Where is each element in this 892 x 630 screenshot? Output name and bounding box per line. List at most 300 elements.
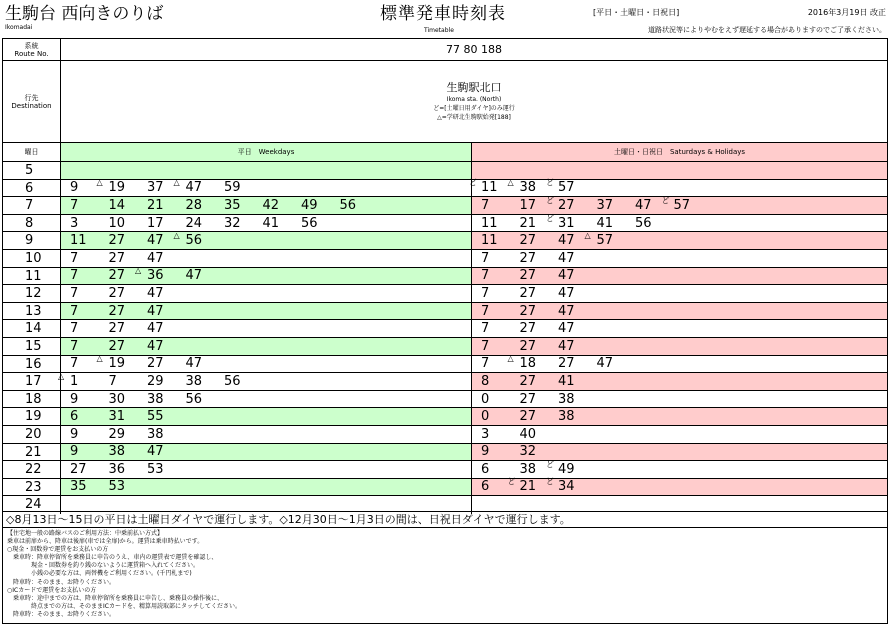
- hour-row: [3, 461, 887, 479]
- holiday-times: [469, 178, 887, 197]
- hour-column-header: 曜日: [3, 143, 61, 162]
- departure-minute: 27: [108, 338, 126, 354]
- hour-row: [3, 320, 887, 338]
- departure-time: [558, 373, 597, 390]
- route-label-ja: 系統: [24, 41, 39, 50]
- departure-minute: 19: [108, 180, 126, 196]
- departure-time: [70, 215, 109, 232]
- departure-minute: 9: [70, 180, 79, 196]
- destination-name: 生駒駅北口: [446, 81, 502, 94]
- departure-time: [520, 408, 559, 425]
- holiday-times: [472, 356, 887, 373]
- departure-time: [481, 250, 520, 267]
- departure-time: [186, 391, 225, 408]
- departure-time: [70, 303, 109, 320]
- departure-time: [520, 373, 559, 390]
- departure-minute: 35: [70, 479, 87, 495]
- departure-time: [70, 478, 109, 495]
- departure-minute: 41: [558, 373, 575, 389]
- fare-instruction-line: 終点までの方は、そのままICカードを、精算用読取部にタッチしてください。: [7, 602, 241, 610]
- holiday-times: [472, 320, 887, 337]
- hour-row: [3, 373, 887, 391]
- departure-mark: △: [584, 231, 591, 241]
- departure-time: [147, 250, 186, 267]
- holiday-times: [472, 232, 887, 249]
- fare-instruction-line: 降車時：そのまま、お降りください。: [7, 578, 116, 586]
- departure-time: [70, 232, 109, 249]
- departure-mark: ど: [546, 213, 554, 223]
- departure-minute: 27: [108, 303, 126, 319]
- departure-minute: 7: [481, 356, 490, 372]
- hour-row: [3, 180, 887, 198]
- revision-date: 2016年3月19日 改正: [807, 8, 886, 17]
- departure-time: [147, 426, 186, 443]
- departure-minute: 9: [70, 426, 79, 442]
- departure-minute: 7: [108, 373, 117, 389]
- departure-time: [263, 215, 302, 232]
- hour-cell: 22: [3, 461, 61, 478]
- departure-minute: 1: [70, 373, 79, 389]
- departure-minute: 27: [519, 285, 537, 301]
- hour-row: [3, 268, 887, 286]
- departure-minute: 21: [147, 197, 164, 213]
- departure-time: [507, 354, 559, 372]
- departure-time: [481, 426, 520, 443]
- page-title: 標準発車時刻表: [380, 4, 506, 24]
- departure-time: [520, 232, 559, 249]
- departure-time: [301, 197, 340, 214]
- departure-minute: 0: [481, 409, 490, 425]
- departure-time: [109, 426, 148, 443]
- departure-time: [147, 197, 186, 214]
- hour-cell: 9: [3, 232, 61, 249]
- hour-row: [3, 408, 887, 426]
- departure-time: [147, 338, 186, 355]
- departure-minute: 27: [108, 285, 126, 301]
- departure-minute: 47: [147, 444, 164, 460]
- departure-time: [70, 443, 109, 460]
- departure-minute: 47: [147, 285, 164, 301]
- weekday-times: [61, 461, 472, 478]
- departure-time: [481, 285, 520, 302]
- departure-time: [109, 478, 148, 495]
- departure-minute: 29: [108, 426, 126, 442]
- hour-row: [3, 250, 887, 268]
- departure-minute: 7: [481, 321, 490, 337]
- hour-row: [3, 479, 887, 497]
- departure-minute: 7: [481, 285, 490, 301]
- departure-minute: 56: [185, 391, 203, 407]
- departure-minute: 27: [519, 338, 537, 354]
- fare-instruction-line: 乗車は前扉から、降車は後扉(車では全扉)から。運賃は乗車時払いです。: [7, 538, 204, 546]
- departure-time: [481, 320, 520, 337]
- departure-minute: 31: [558, 215, 575, 231]
- departure-time: [147, 285, 186, 302]
- hour-cell: 10: [3, 250, 61, 267]
- departure-minute: 6: [481, 479, 490, 495]
- departure-time: [558, 250, 597, 267]
- departure-minute: 7: [70, 321, 79, 337]
- legend-origin-note: △=学研北生駒駅始発[188]: [437, 114, 511, 121]
- departure-time: [635, 215, 674, 232]
- departure-time: [147, 373, 186, 390]
- departure-minute: 17: [519, 197, 537, 213]
- timetable-header: [0, 0, 892, 38]
- holiday-times: [472, 268, 887, 285]
- hour-cell: 11: [3, 268, 61, 285]
- departure-minute: 11: [70, 233, 87, 249]
- departure-time: [147, 215, 186, 232]
- hour-cell: 12: [3, 285, 61, 302]
- departure-minute: 31: [108, 409, 126, 425]
- hour-row: [3, 162, 887, 180]
- departure-minute: 47: [558, 233, 575, 249]
- departure-time: [147, 391, 186, 408]
- hour-cell: 16: [3, 356, 61, 373]
- departure-minute: 29: [147, 373, 164, 389]
- hour-cell: 24: [3, 496, 61, 514]
- departure-mark: ど: [546, 459, 554, 469]
- departure-minute: 6: [481, 461, 490, 477]
- departure-mark: ど: [546, 178, 554, 188]
- holiday-times: [472, 426, 887, 443]
- departure-minute: 53: [147, 461, 164, 477]
- departure-minute: 56: [339, 197, 357, 213]
- departure-minute: 7: [70, 356, 79, 372]
- departure-minute: 56: [635, 215, 652, 231]
- hour-row: [3, 232, 887, 250]
- departure-minute: 7: [481, 338, 490, 354]
- holiday-times: [472, 408, 887, 425]
- departure-time: [224, 197, 263, 214]
- departure-minute: 27: [70, 461, 87, 477]
- holiday-schedule-notice: ◇8月13日～15日の平日は土曜日ダイヤで運行します。◇12月30日～1月3日の間は、日祝日ダイヤで運行します。: [2, 512, 888, 528]
- hour-row: [3, 338, 887, 356]
- departure-minute: 3: [70, 215, 79, 231]
- holiday-times: [472, 373, 887, 390]
- fare-instruction-line: 小銭の必要な方は、両替機をご利用ください。(千円札まで): [7, 570, 192, 578]
- hour-cell: 14: [3, 320, 61, 337]
- holiday-times: [472, 444, 887, 461]
- departure-minute: 55: [147, 409, 164, 425]
- departure-minute: 47: [558, 338, 575, 354]
- departure-time: [147, 408, 186, 425]
- departure-minute: 38: [147, 426, 164, 442]
- departure-time: [520, 267, 559, 284]
- departure-mark: △: [96, 178, 103, 188]
- departure-minute: 27: [108, 321, 126, 337]
- departure-minute: 27: [147, 356, 164, 372]
- hour-cell: 17: [3, 373, 61, 390]
- hour-row: [3, 444, 887, 462]
- departure-minute: 41: [596, 215, 614, 231]
- departure-time: [109, 197, 148, 214]
- departure-time: [481, 408, 520, 425]
- departure-minute: 53: [108, 479, 126, 495]
- departure-time: [147, 443, 186, 460]
- departure-time: [597, 215, 636, 232]
- departure-time: [481, 215, 520, 232]
- destination-content: [61, 61, 887, 142]
- departure-minute: 7: [70, 303, 79, 319]
- departure-time: [147, 461, 186, 478]
- timetable-rows: [3, 162, 887, 514]
- departure-time: [70, 338, 109, 355]
- departure-minute: 38: [519, 461, 537, 477]
- departure-minute: 57: [596, 233, 614, 249]
- departure-minute: 57: [558, 180, 575, 196]
- departure-minute: 41: [262, 215, 280, 231]
- departure-minute: 27: [558, 356, 575, 372]
- departure-minute: 47: [558, 250, 575, 266]
- hour-cell: 5: [3, 162, 61, 179]
- departure-time: [173, 231, 225, 249]
- departure-minute: 47: [635, 197, 652, 213]
- departure-time: [340, 197, 379, 214]
- departure-mark: △: [173, 178, 180, 188]
- departure-time: [520, 320, 559, 337]
- departure-minute: 28: [185, 197, 203, 213]
- fare-instructions: [2, 528, 888, 624]
- departure-time: [109, 338, 148, 355]
- weekday-times: [58, 371, 472, 390]
- fare-instruction-line: 乗車時：途中までの方は、降車停留所を乗務員に申告し、乗務員の操作後に、: [7, 594, 224, 602]
- departure-minute: 56: [301, 215, 318, 231]
- departure-time: [186, 197, 225, 214]
- departure-minute: 27: [108, 233, 126, 249]
- holiday-times: [472, 479, 887, 496]
- departure-time: [109, 443, 148, 460]
- departure-minute: 36: [108, 461, 126, 477]
- departure-minute: 47: [558, 303, 575, 319]
- holiday-column-header: 土曜日・日祝日 Saturdays & Holidays: [472, 143, 887, 162]
- delay-notice: 道路状況等によりやむをえず遅延する場合がありますのでご了承ください。: [648, 26, 886, 34]
- departure-minute: 27: [108, 250, 126, 266]
- departure-time: [481, 232, 520, 249]
- fare-instruction-line: ○現金・回数券で運賃をお支払いの方: [7, 546, 109, 554]
- hour-row: [3, 197, 887, 215]
- departure-minute: 34: [558, 479, 575, 495]
- departure-minute: 7: [70, 197, 79, 213]
- departure-minute: 27: [519, 268, 537, 284]
- departure-time: [109, 250, 148, 267]
- departure-time: [481, 373, 520, 390]
- departure-minute: 47: [558, 268, 575, 284]
- departure-minute: 47: [147, 338, 164, 354]
- hour-row: [3, 426, 887, 444]
- departure-time: [109, 215, 148, 232]
- hour-cell: 7: [3, 197, 61, 214]
- departure-time: [70, 285, 109, 302]
- weekday-times: [61, 232, 472, 249]
- departure-time: [481, 197, 520, 214]
- departure-time: [558, 355, 597, 372]
- departure-minute: 7: [481, 303, 490, 319]
- departure-time: [186, 355, 225, 372]
- route-row: [3, 39, 887, 61]
- weekday-times: [61, 391, 472, 408]
- departure-minute: 27: [519, 391, 537, 407]
- departure-mark: △: [58, 371, 65, 381]
- departure-minute: 11: [481, 180, 498, 196]
- departure-minute: 27: [519, 250, 537, 266]
- departure-time: [301, 215, 340, 232]
- departure-time: [70, 391, 109, 408]
- holiday-times: [472, 162, 887, 179]
- departure-time: [147, 320, 186, 337]
- holiday-times: [472, 197, 887, 214]
- destination-row: [3, 61, 887, 143]
- departure-time: [584, 231, 636, 249]
- weekday-times: [61, 285, 472, 302]
- departure-time: [96, 354, 148, 372]
- holiday-times: [472, 461, 887, 478]
- departure-time: [546, 459, 597, 478]
- fare-instruction-line: 降車時：そのまま、お降りください。: [7, 610, 116, 618]
- departure-minute: 59: [224, 180, 241, 196]
- holiday-times: [472, 338, 887, 355]
- departure-minute: 19: [108, 356, 126, 372]
- departure-time: [481, 303, 520, 320]
- departure-minute: 7: [70, 250, 79, 266]
- departure-time: [173, 178, 225, 196]
- hour-cell: 18: [3, 391, 61, 408]
- weekday-column-header: 平日 Weekdays: [61, 143, 472, 162]
- departure-time: [558, 338, 597, 355]
- departure-time: [546, 195, 597, 214]
- stop-name: 生駒台 西向きのりば: [5, 4, 164, 24]
- departure-minute: 27: [519, 373, 537, 389]
- departure-minute: 47: [147, 303, 164, 319]
- departure-minute: 7: [481, 197, 490, 213]
- hour-cell: 20: [3, 426, 61, 443]
- destination-name-roman: Ikoma sta. (North): [446, 96, 502, 103]
- departure-minute: 7: [481, 250, 490, 266]
- departure-minute: 37: [147, 180, 164, 196]
- departure-minute: 47: [147, 321, 164, 337]
- departure-time: [109, 391, 148, 408]
- hour-row: [3, 215, 887, 233]
- departure-time: [481, 391, 520, 408]
- departure-minute: 56: [224, 373, 241, 389]
- departure-time: [70, 250, 109, 267]
- departure-minute: 11: [481, 215, 498, 231]
- fare-instruction-line: ○ICカードで運賃をお支払いの方: [7, 586, 97, 594]
- departure-time: [109, 285, 148, 302]
- departure-time: [70, 267, 109, 284]
- fare-instruction-line: 乗車時：降車停留所を乗務員に申告のうえ、車内の運賃表で運賃を確認し、: [7, 554, 218, 562]
- weekday-times: [61, 338, 472, 355]
- departure-time: [263, 197, 302, 214]
- hour-row: [3, 303, 887, 321]
- weekday-times: [61, 444, 472, 461]
- fare-instruction-line: 現金・回数券を釣り銭のないように運賃箱へ入れてください。: [7, 562, 200, 570]
- departure-mark: ど: [661, 195, 670, 205]
- departure-minute: 36: [147, 268, 164, 284]
- departure-minute: 32: [519, 444, 537, 460]
- destination-label-en: Destination: [11, 101, 52, 110]
- destination-label: [3, 61, 61, 142]
- departure-minute: 38: [558, 391, 575, 407]
- departure-minute: 8: [481, 373, 490, 389]
- departure-minute: 27: [519, 303, 537, 319]
- weekday-times: [61, 408, 472, 425]
- departure-time: [109, 373, 148, 390]
- stop-name-roman: Ikomadai: [5, 24, 33, 31]
- departure-minute: 38: [519, 180, 537, 196]
- departure-time: [520, 443, 559, 460]
- weekday-times: [61, 303, 472, 320]
- departure-time: [481, 443, 520, 460]
- hour-row: [3, 285, 887, 303]
- departure-mark: △: [173, 231, 180, 241]
- departure-minute: 47: [147, 233, 164, 249]
- departure-minute: 27: [519, 233, 537, 249]
- departure-minute: 47: [558, 321, 575, 337]
- departure-minute: 21: [519, 215, 537, 231]
- departure-minute: 7: [70, 268, 79, 284]
- weekday-times: [61, 479, 472, 496]
- departure-minute: 49: [301, 197, 318, 213]
- hour-cell: 21: [3, 444, 61, 461]
- departure-minute: 47: [147, 250, 164, 266]
- departure-time: [186, 373, 225, 390]
- departure-minute: 21: [519, 479, 537, 495]
- weekday-times: [61, 180, 472, 197]
- departure-time: [520, 250, 559, 267]
- departure-time: [109, 232, 148, 249]
- departure-time: [70, 320, 109, 337]
- weekday-times: [61, 162, 472, 179]
- departure-time: [481, 338, 520, 355]
- departure-time: [520, 338, 559, 355]
- departure-minute: 40: [519, 426, 537, 442]
- weekday-times: [61, 250, 472, 267]
- destination-label-ja: 行先: [24, 93, 39, 102]
- weekday-times: [61, 356, 472, 373]
- departure-minute: 27: [108, 268, 126, 284]
- departure-minute: 9: [481, 444, 490, 460]
- departure-minute: 42: [262, 197, 280, 213]
- departure-mark: ど: [507, 477, 516, 487]
- departure-time: [109, 461, 148, 478]
- departure-minute: 30: [108, 391, 126, 407]
- fare-instruction-line: 【住宅地一般の路線バスのご利用方法：中乗前払い方式】: [7, 530, 164, 537]
- departure-minute: 35: [224, 197, 241, 213]
- departure-time: [224, 373, 263, 390]
- departure-minute: 7: [70, 285, 79, 301]
- hour-cell: 19: [3, 408, 61, 425]
- departure-time: [96, 178, 148, 196]
- departure-mark: △: [507, 178, 514, 188]
- departure-time: [70, 426, 109, 443]
- departure-minute: 18: [519, 356, 537, 372]
- holiday-times: [472, 303, 887, 320]
- departure-minute: 27: [558, 197, 575, 213]
- hour-cell: 23: [3, 479, 61, 496]
- departure-minute: 56: [185, 233, 203, 249]
- departure-time: [520, 285, 559, 302]
- departure-minute: 49: [558, 461, 575, 477]
- timetable-grid: [2, 38, 888, 512]
- departure-time: [109, 408, 148, 425]
- departure-minute: 0: [481, 391, 490, 407]
- hour-row: [3, 391, 887, 409]
- departure-mark: ど: [469, 178, 477, 188]
- departure-time: [520, 303, 559, 320]
- departure-time: [186, 215, 225, 232]
- departure-minute: 47: [558, 285, 575, 301]
